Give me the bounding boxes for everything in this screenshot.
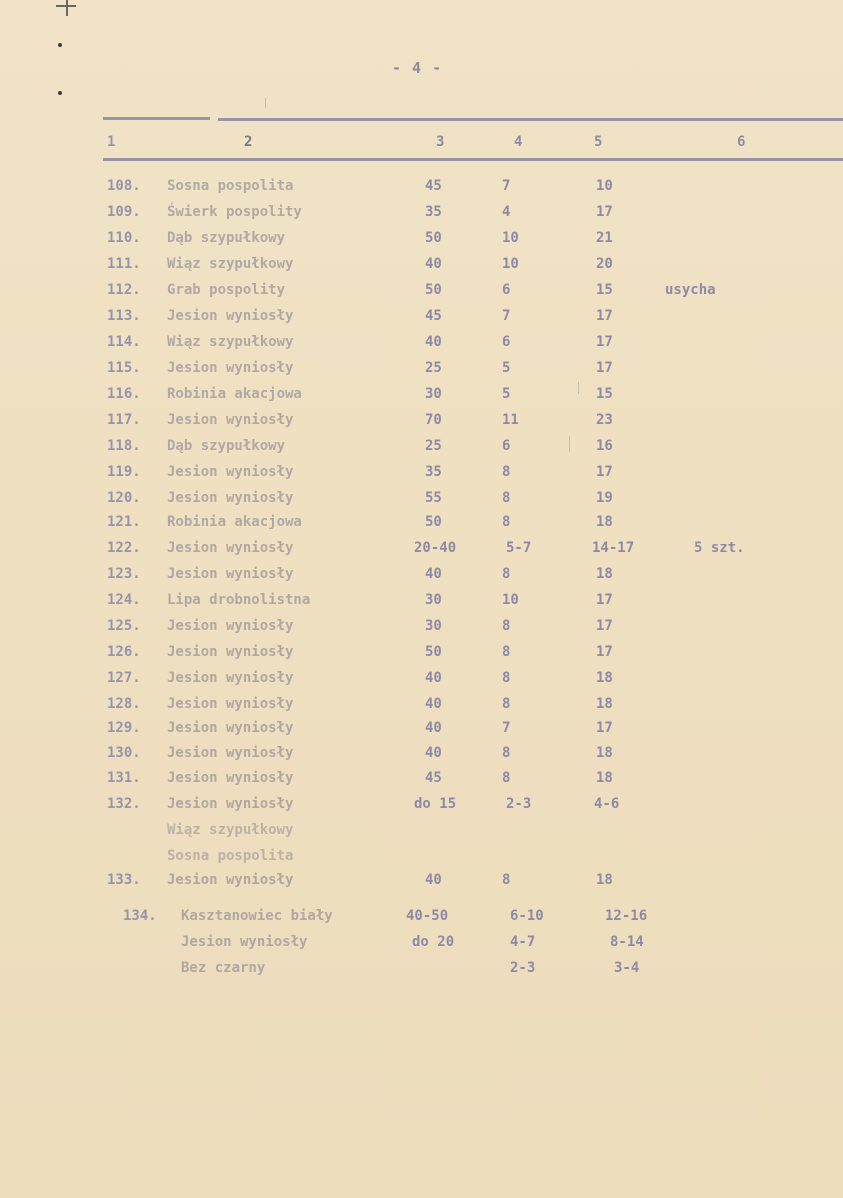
column-4-value: 8 (502, 670, 511, 686)
table-row (0, 254, 843, 280)
column-3-value: 40-50 (406, 908, 449, 924)
column-4-value: 8 (502, 770, 511, 786)
species-name: Świerk pospolity (167, 204, 302, 220)
row-number: 123. (107, 566, 141, 582)
table-row (0, 958, 843, 984)
column-4-value: 5 (502, 386, 511, 402)
column-4-value: 7 (502, 178, 511, 194)
table-row (0, 488, 843, 514)
table-row (0, 906, 843, 932)
column-5-value: 14-17 (592, 540, 635, 556)
table-header-rule (103, 158, 843, 161)
table-row (0, 384, 843, 410)
margin-dot (58, 91, 62, 95)
table-row (0, 462, 843, 488)
column-3-value: 50 (425, 282, 442, 298)
column-3-value: 45 (425, 770, 442, 786)
column-3-value: 35 (425, 204, 442, 220)
species-name: Jesion wyniosły (167, 720, 294, 736)
table-row (0, 202, 843, 228)
species-name: Jesion wyniosły (167, 696, 294, 712)
column-4-value: 5 (502, 360, 511, 376)
column-5-value: 10 (596, 178, 613, 194)
row-number: 125. (107, 618, 141, 634)
column-5-value: 17 (596, 644, 613, 660)
species-name: Robinia akacjowa (167, 386, 302, 402)
species-name: Grab pospolity (167, 282, 286, 298)
column-4-value: 10 (502, 592, 519, 608)
row-number: 114. (107, 334, 141, 350)
row-number: 120. (107, 490, 141, 506)
row-number: 108. (107, 178, 141, 194)
column-5-value: 15 (596, 386, 613, 402)
column-4-value: 8 (502, 464, 511, 480)
column-5-value: 17 (596, 204, 613, 220)
row-number: 133. (107, 872, 141, 888)
species-name: Jesion wyniosły (167, 770, 294, 786)
column-3-value: 55 (425, 490, 442, 506)
column-3-value: 40 (425, 720, 442, 736)
column-4-value: 6 (502, 438, 511, 454)
column-5-value: 17 (596, 308, 613, 324)
column-4-value: 11 (502, 412, 519, 428)
table-row (0, 564, 843, 590)
species-name: Robinia akacjowa (167, 514, 302, 530)
species-name: Jesion wyniosły (167, 566, 294, 582)
column-5-value: 15 (596, 282, 613, 298)
column-3-value: 40 (425, 256, 442, 272)
table-header-6: 6 (737, 134, 746, 150)
species-name: Jesion wyniosły (167, 670, 294, 686)
column-4-value: 6 (502, 282, 511, 298)
column-3-value: 40 (425, 696, 442, 712)
column-3-value: 45 (425, 178, 442, 194)
column-3-value: 40 (425, 566, 442, 582)
table-header-5: 5 (594, 134, 603, 150)
table-row (0, 668, 843, 694)
species-name: Jesion wyniosły (167, 540, 294, 556)
column-3-value: 50 (425, 514, 442, 530)
column-3-value: 45 (425, 308, 442, 324)
column-5-value: 17 (596, 592, 613, 608)
table-header-3: 3 (436, 134, 445, 150)
table-row (0, 436, 843, 462)
column-3-value: 30 (425, 592, 442, 608)
table-header-row (0, 132, 843, 158)
table-header-2: 2 (244, 134, 253, 150)
table-row (0, 846, 843, 872)
page-number: - 4 - (392, 59, 443, 77)
column-3-value: 30 (425, 386, 442, 402)
species-name: Wiąz szypułkowy (167, 822, 294, 838)
species-name: Jesion wyniosły (167, 360, 294, 376)
column-5-value: 18 (596, 872, 613, 888)
column-5-value: 18 (596, 670, 613, 686)
species-name: Kasztanowiec biały (181, 908, 333, 924)
column-3-value: 50 (425, 644, 442, 660)
species-name: Lipa drobnolistna (167, 592, 311, 608)
species-name: Jesion wyniosły (167, 308, 294, 324)
species-name: Dąb szypułkowy (167, 438, 286, 454)
row-number: 110. (107, 230, 141, 246)
column-3-value: 25 (425, 438, 442, 454)
column-3-value: 20-40 (414, 540, 457, 556)
column-4-value: 6 (502, 334, 511, 350)
row-number: 119. (107, 464, 141, 480)
table-row (0, 332, 843, 358)
column-4-value: 8 (502, 514, 511, 530)
column-3-value: 40 (425, 872, 442, 888)
species-name: Jesion wyniosły (181, 934, 308, 950)
column-4-value: 7 (502, 308, 511, 324)
species-name: Wiąz szypułkowy (167, 256, 294, 272)
table-row (0, 694, 843, 720)
column-5-value: 18 (596, 514, 613, 530)
column-4-value: 4 (502, 204, 511, 220)
table-row (0, 820, 843, 846)
row-number: 116. (107, 386, 141, 402)
row-number: 134. (123, 908, 157, 924)
column-4-value: 2-3 (510, 960, 536, 976)
column-4-value: 5-7 (506, 540, 532, 556)
column-5-value: 17 (596, 334, 613, 350)
species-name: Jesion wyniosły (167, 464, 294, 480)
column-3-value: do 15 (414, 796, 457, 812)
paper-scratch (569, 436, 570, 452)
row-number: 121. (107, 514, 141, 530)
table-row (0, 616, 843, 642)
table-row (0, 280, 843, 306)
table-row (0, 718, 843, 744)
column-3-value: 30 (425, 618, 442, 634)
row-number: 129. (107, 720, 141, 736)
column-5-value: 17 (596, 618, 613, 634)
column-6-note: usycha (665, 282, 716, 298)
table-row (0, 228, 843, 254)
table-row (0, 176, 843, 202)
species-name: Jesion wyniosły (167, 644, 294, 660)
table-top-rule-left (103, 117, 210, 120)
column-5-value: 17 (596, 360, 613, 376)
column-4-value: 8 (502, 490, 511, 506)
table-row (0, 410, 843, 436)
row-number: 130. (107, 745, 141, 761)
table-row (0, 642, 843, 668)
species-name: Bez czarny (181, 960, 266, 976)
row-number: 117. (107, 412, 141, 428)
row-number: 128. (107, 696, 141, 712)
column-3-value: 35 (425, 464, 442, 480)
column-4-value: 10 (502, 230, 519, 246)
column-5-value: 19 (596, 490, 613, 506)
column-3-value: 70 (425, 412, 442, 428)
table-row (0, 538, 843, 564)
column-5-value: 12-16 (605, 908, 648, 924)
column-3-value: 50 (425, 230, 442, 246)
column-5-value: 20 (596, 256, 613, 272)
row-number: 122. (107, 540, 141, 556)
column-5-value: 16 (596, 438, 613, 454)
row-number: 124. (107, 592, 141, 608)
table-row (0, 932, 843, 958)
paper-scratch (265, 98, 266, 108)
column-5-value: 4-6 (594, 796, 620, 812)
species-name: Sosna pospolita (167, 178, 294, 194)
species-name: Sosna pospolita (167, 848, 294, 864)
column-4-value: 8 (502, 618, 511, 634)
table-header-4: 4 (514, 134, 523, 150)
row-number: 126. (107, 644, 141, 660)
column-4-value: 2-3 (506, 796, 532, 812)
column-4-value: 7 (502, 720, 511, 736)
margin-dot (58, 43, 62, 47)
column-5-value: 18 (596, 566, 613, 582)
column-5-value: 18 (596, 745, 613, 761)
species-name: Jesion wyniosły (167, 796, 294, 812)
species-name: Jesion wyniosły (167, 872, 294, 888)
row-number: 111. (107, 256, 141, 272)
table-row (0, 358, 843, 384)
species-name: Jesion wyniosły (167, 490, 294, 506)
column-5-value: 18 (596, 696, 613, 712)
row-number: 109. (107, 204, 141, 220)
row-number: 113. (107, 308, 141, 324)
column-4-value: 8 (502, 696, 511, 712)
row-number: 118. (107, 438, 141, 454)
column-3-value: 40 (425, 745, 442, 761)
column-6-note: 5 szt. (694, 540, 745, 556)
column-3-value: 40 (425, 334, 442, 350)
column-4-value: 4-7 (510, 934, 536, 950)
column-4-value: 8 (502, 745, 511, 761)
species-name: Jesion wyniosły (167, 745, 294, 761)
table-row (0, 306, 843, 332)
column-4-value: 8 (502, 872, 511, 888)
table-row (0, 743, 843, 769)
column-5-value: 8-14 (610, 934, 644, 950)
column-5-value: 17 (596, 464, 613, 480)
column-5-value: 18 (596, 770, 613, 786)
column-4-value: 8 (502, 566, 511, 582)
column-5-value: 21 (596, 230, 613, 246)
column-5-value: 23 (596, 412, 613, 428)
species-name: Jesion wyniosły (167, 412, 294, 428)
table-top-rule-right (218, 118, 843, 121)
row-number: 131. (107, 770, 141, 786)
paper-scratch (578, 382, 579, 394)
column-4-value: 10 (502, 256, 519, 272)
species-name: Dąb szypułkowy (167, 230, 286, 246)
table-row (0, 768, 843, 794)
row-number: 115. (107, 360, 141, 376)
column-5-value: 3-4 (614, 960, 640, 976)
row-number: 132. (107, 796, 141, 812)
column-5-value: 17 (596, 720, 613, 736)
row-number: 112. (107, 282, 141, 298)
table-row (0, 794, 843, 820)
column-4-value: 6-10 (510, 908, 544, 924)
binder-mark (66, 0, 68, 16)
table-row (0, 590, 843, 616)
column-3-value: do 20 (412, 934, 455, 950)
species-name: Jesion wyniosły (167, 618, 294, 634)
column-3-value: 25 (425, 360, 442, 376)
table-header-1: 1 (107, 134, 116, 150)
column-3-value: 40 (425, 670, 442, 686)
species-name: Wiąz szypułkowy (167, 334, 294, 350)
table-row (0, 870, 843, 896)
table-row (0, 512, 843, 538)
column-4-value: 8 (502, 644, 511, 660)
row-number: 127. (107, 670, 141, 686)
